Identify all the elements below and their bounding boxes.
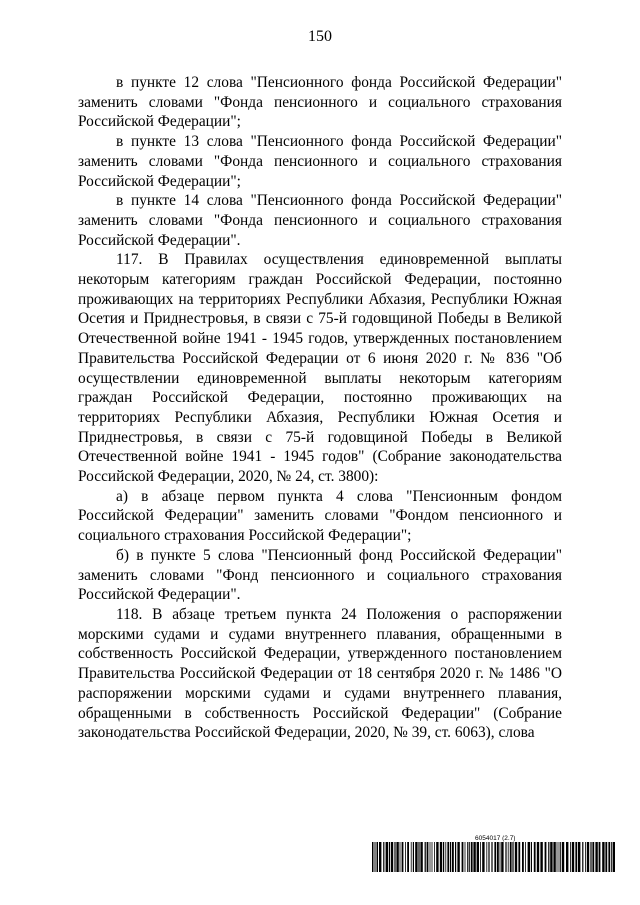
page-number: 150 bbox=[308, 28, 332, 45]
paragraph-punkt-14: в пункте 14 слова "Пенсионного фонда Российской Федерации" заменить словами "Фонда пенсионного и социального страхования Российской Федерации". bbox=[78, 192, 562, 249]
barcode-icon bbox=[370, 842, 618, 872]
paragraph-117-b: б) в пункте 5 слова "Пенсионный фонд Российской Федерации" заменить словами "Фонд пенсионного и социального страхования Российской Федерации". bbox=[78, 546, 562, 604]
paragraph-117-a: а) в абзаце первом пункта 4 слова "Пенсионным фондом Российской Федерации" заменить словами "Фондом пенсионного и социального страхования Российской Федерации"; bbox=[78, 487, 562, 545]
paragraph-118: 118. В абзаце третьем пункта 24 Положения о распоряжении морскими судами и судами внутреннего плавания, обращенными в собственность Российской Федерации, утвержденного постановлением Правительства Российской Федерации от 18 сентября 2020 г. № 1486 "О распоряжении морскими судами и судами внутреннего плавания, обращенными в собственность Российской Федерации" (Собрание законодательства Российской Федерации, 2020, № 39, ст. 6063), слова bbox=[78, 605, 562, 742]
paragraph-117: 117. В Правилах осуществления единовременной выплаты некоторым категориям граждан Российской Федерации, постоянно проживающих на территориях Республики Абхазия, Республики Южная Осетия и Приднестровья, в связи с 75-й годовщиной Победы в Великой Отечественной войне 1941 - 1945 годов, утвержденных постановлением Правительства Российской Федерации от 6 июня 2020 г. № 836 "Об осуществлении единовременной выплаты некоторым категориям граждан Российской Федерации, постоянно проживающих на территориях Республики Абхазия, Республики Южная Осетия и Приднестровья, в связи с 75-й годовщиной Победы в Великой Отечественной войне 1941 - 1945 годов" (Собрание законодательства Российской Федерации, 2020, № 24, ст. 3800): bbox=[78, 251, 562, 486]
document-body bbox=[78, 73, 562, 743]
paragraph-punkt-13: в пункте 13 слова "Пенсионного фонда Российской Федерации" заменить словами "Фонда пенсионного и социального страхования Российской Федерации"; bbox=[78, 133, 562, 190]
paragraph-punkt-12: в пункте 12 слова "Пенсионного фонда Российской Федерации" заменить словами "Фонда пенсионного и социального страхования Российской Федерации"; bbox=[78, 74, 562, 131]
barcode-caption: 6054017 (2.7) bbox=[475, 835, 516, 842]
